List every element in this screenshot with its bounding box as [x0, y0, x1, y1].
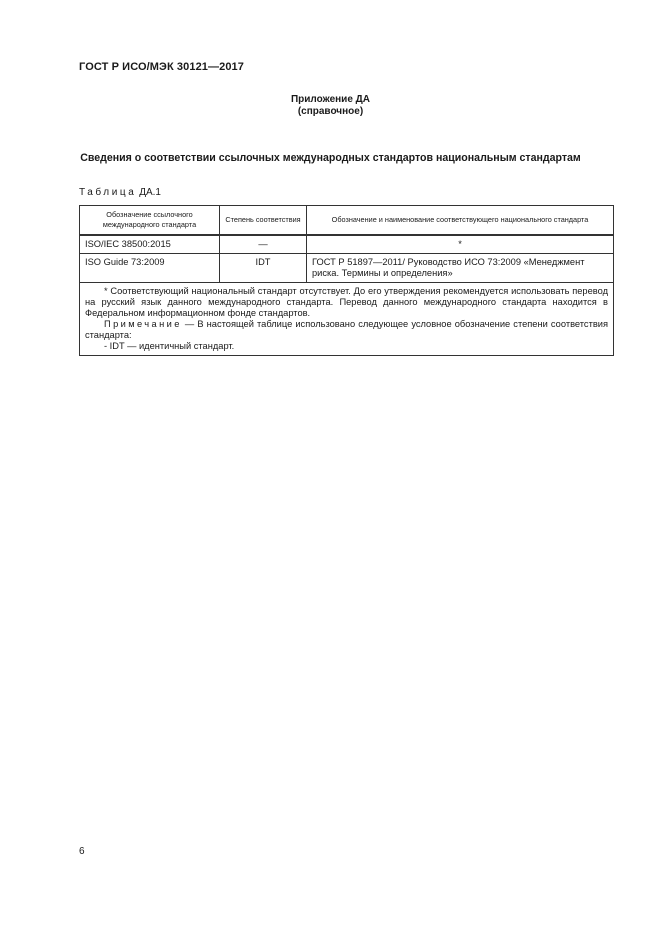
annex-status: (справочное): [297, 106, 364, 117]
table-caption: [79, 187, 161, 198]
footnote-row: [80, 283, 614, 356]
footnote-cell: [80, 283, 614, 356]
cell-degree: —: [220, 235, 307, 254]
correspondence-table-wrapper: [79, 205, 614, 356]
cell-national: *: [307, 235, 614, 254]
note-text: — В настоящей таблице использовано следующее условное обозначение степени соответствия стандарта:: [85, 319, 608, 340]
annex-label: Приложение ДА: [290, 94, 371, 105]
footnote-text: * Соответствующий национальный стандарт отсутствует. До его утверждения рекомендуется использовать перевод на русский язык данного международного стандарта. Перевод данного международного стандарта находится в Федеральном информационном фонде стандартов.: [85, 286, 608, 318]
table-row: [80, 235, 614, 254]
page-number: 6: [79, 846, 85, 857]
cell-reference: ISO/IEC 38500:2015: [80, 235, 220, 254]
cell-degree: IDT: [220, 254, 307, 283]
table-caption-word: Таблица: [79, 187, 137, 198]
legend-item: - IDT — идентичный стандарт.: [104, 341, 235, 351]
table-header-row: [80, 206, 614, 236]
section-heading: Сведения о соответствии ссылочных международных стандартов национальным стандартам: [80, 152, 581, 164]
header-degree: Степень соответствия: [220, 206, 307, 236]
note-paragraph: [85, 319, 608, 341]
cell-national: ГОСТ Р 51897—2011/ Руководство ИСО 73:2009 «Менеджмент риска. Термины и определения»: [307, 254, 614, 283]
table-caption-number: ДА.1: [139, 187, 161, 198]
document-code: ГОСТ Р ИСО/МЭК 30121—2017: [79, 61, 244, 73]
cell-reference: ISO Guide 73:2009: [80, 254, 220, 283]
header-reference-standard: Обозначение ссылочного международного стандарта: [80, 206, 220, 236]
annex-title: [0, 94, 661, 118]
correspondence-table: [79, 205, 614, 356]
header-national-standard: Обозначение и наименование соответствующего национального стандарта: [307, 206, 614, 236]
note-label: Примечание: [104, 319, 182, 329]
table-row: [80, 254, 614, 283]
